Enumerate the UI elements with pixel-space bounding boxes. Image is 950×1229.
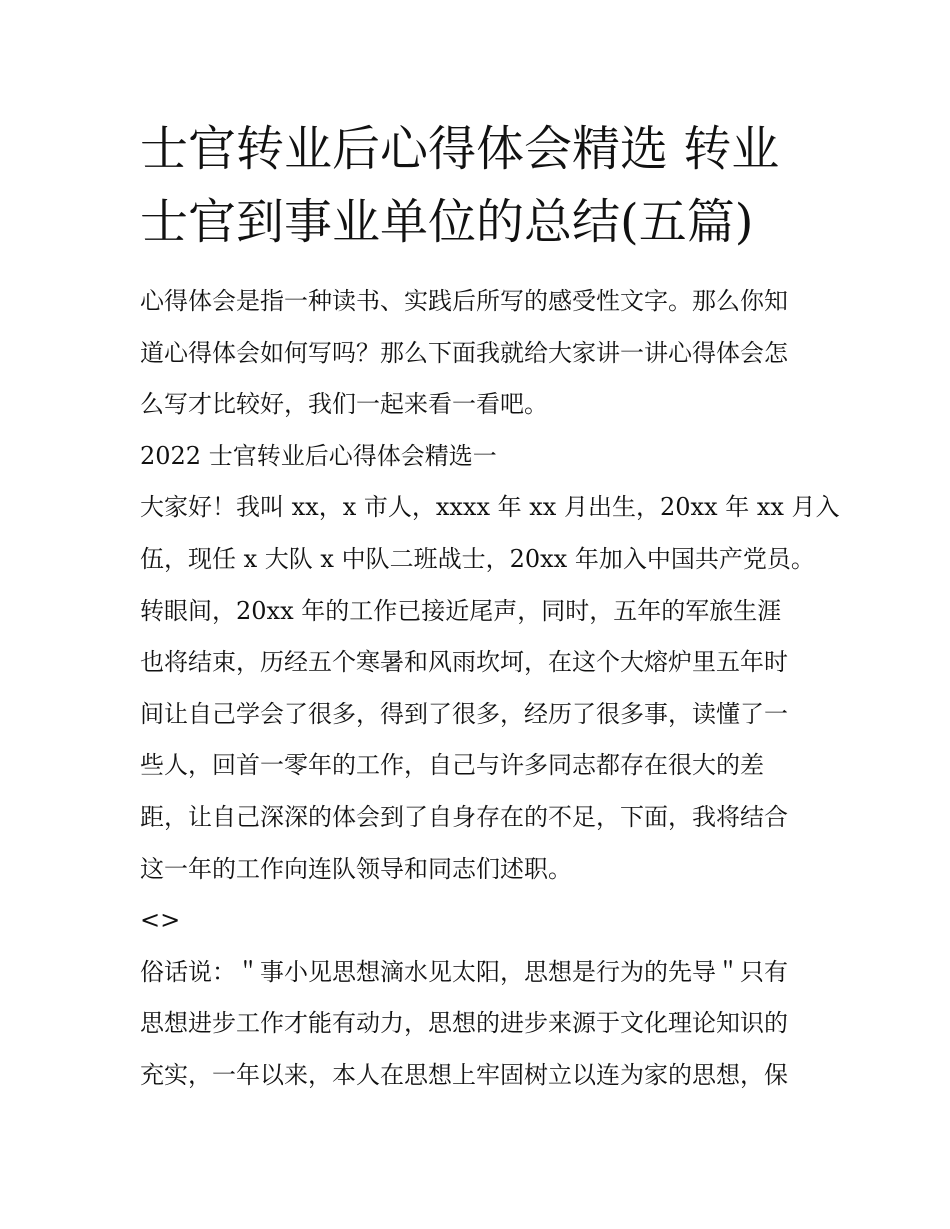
body-line: <>: [140, 906, 181, 935]
body-line: 间让自己学会了很多，得到了很多，经历了很多事，读懂了一: [140, 699, 788, 728]
title-line: 士官转业后心得体会精选 转业: [140, 121, 780, 177]
document-body: [140, 276, 840, 1102]
body-line: 也将结束，历经五个寒暑和风雨坎坷，在这个大熔炉里五年时: [140, 648, 788, 677]
body-line: 充实，一年以来，本人在思想上牢固树立以连为家的思想，保: [140, 1060, 788, 1089]
body-line: 伍，现任 x 大队 x 中队二班战士，20xx 年加入中国共产党员。: [140, 544, 815, 573]
body-line: 距，让自己深深的体会到了自身存在的不足，下面，我将结合: [140, 802, 788, 831]
body-line: 思想进步工作才能有动力，思想的进步来源于文化理论知识的: [140, 1009, 788, 1038]
body-line: 心得体会是指一种读书、实践后所写的感受性文字。那么你知: [140, 287, 788, 315]
body-line: 俗话说：＂事小见思想滴水见太阳，思想是行为的先导＂只有: [140, 957, 788, 986]
body-line: 些人，回首一零年的工作，自己与许多同志都存在很大的差: [140, 751, 764, 780]
body-line: 么写才比较好，我们一起来看一看吧。: [140, 390, 548, 419]
body-line: 道心得体会如何写吗？那么下面我就给大家讲一讲心得体会怎: [140, 338, 788, 367]
title-line: 士官到事业单位的总结(五篇): [140, 194, 754, 250]
section-heading: 2022 士官转业后心得体会精选一: [140, 441, 497, 470]
document-title: [140, 113, 820, 259]
body-line: 转眼间，20xx 年的工作已接近尾声，同时，五年的军旅生涯: [140, 596, 782, 625]
body-line: 大家好！我叫 xx，x 市人，xxxx 年 xx 月出生，20xx 年 xx 月入: [140, 493, 840, 522]
body-line: 这一年的工作向连队领导和同志们述职。: [140, 854, 572, 883]
